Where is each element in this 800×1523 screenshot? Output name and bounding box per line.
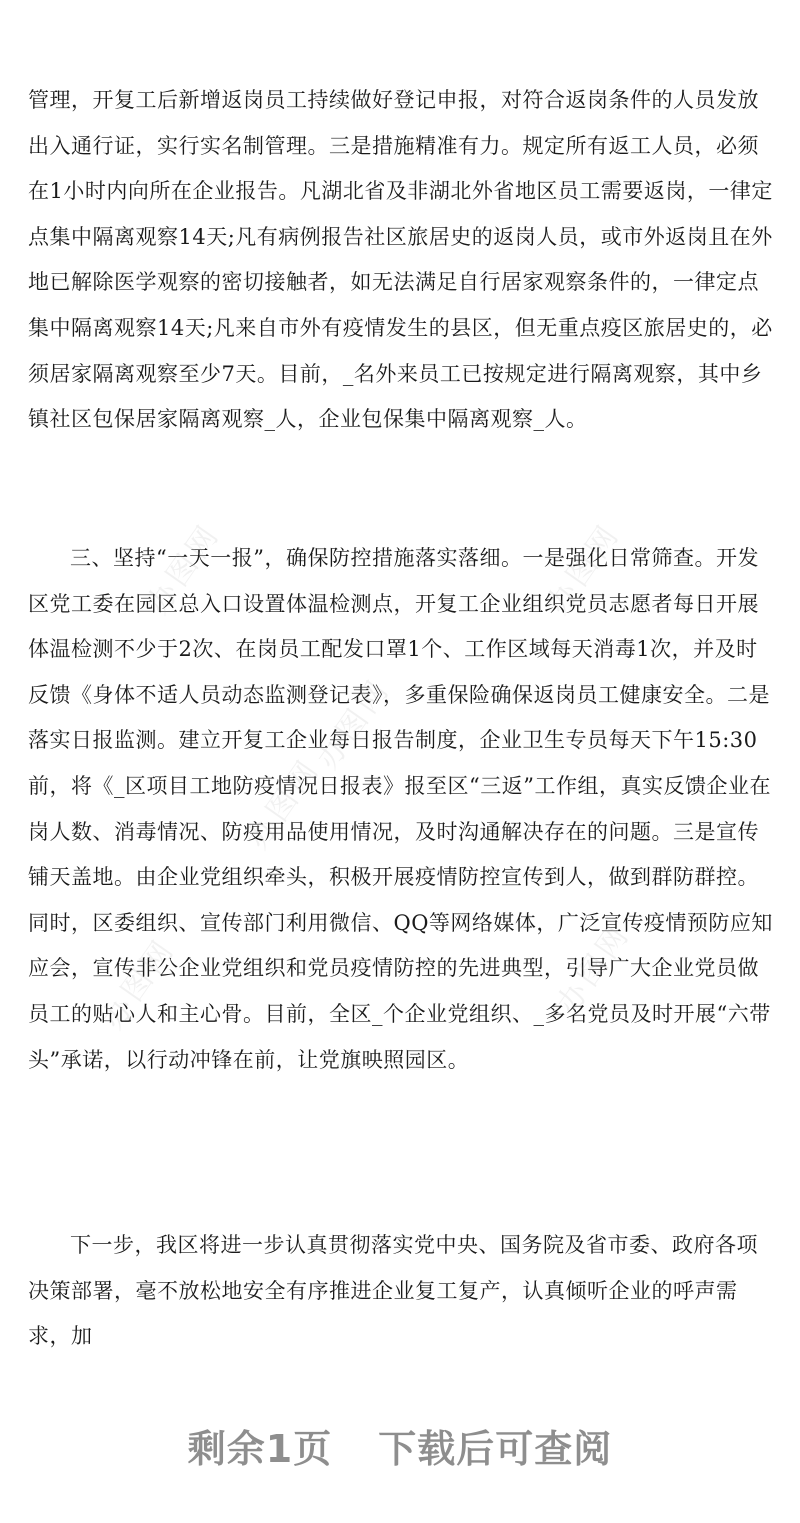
body-paragraph-2: 三、坚持“一天一报”，确保防控措施落实落细。一是强化日常筛查。开发区党工委在园区总入口设置体温检测点，开复工企业组织党员志愿者每日开展体温检测不少于2次、在岗员工配发口罩1个、工作区域每天消毒1次，并及时反馈《身体不适人员动态监测登记表》，多重保险确保返岗员工健康安全。二是落实日报监测。建立开复工企业每日报告制度，企业卫生专员每天下午15:30前，将《_区项目工地防疫情况日报表》报至区“三返”工作组，真实反馈企业在岗人数、消毒情况、防疫用品使用情况，及时沟通解决存在的问题。三是宣传铺天盖地。由企业党组织牵头，积极开展疫情防控宣传到人，做到群防群控。同时，区委组织、宣传部门利用微信、QQ等网络媒体，广泛宣传疫情预防应知应会，宣传非公企业党组织和党员疫情防控的先进典型，引导广大企业党员做员工的贴心人和主心骨。目前，全区_个企业党组织、_多名党员及时开展“六带头”承诺，以行动冲锋在前，让党旗映照园区。	[28, 546, 773, 1072]
body-paragraph-3: 下一步，我区将进一步认真贯彻落实党中央、国务院及省市委、政府各项决策部署，毫不放松地安全有序推进企业复工复产，认真倾听企业的呼声需求，加	[28, 1233, 758, 1349]
download-prompt-label: 下载后可查阅	[378, 1427, 613, 1471]
remaining-pages-label: 剩余1页	[187, 1427, 333, 1471]
watermark: 办图网	[95, 932, 183, 1036]
download-banner[interactable]	[0, 1418, 800, 1473]
watermark: 办图网	[140, 517, 228, 621]
watermark: 办图网	[540, 517, 628, 621]
watermark: 办图网	[550, 917, 638, 1021]
watermark: 办图网	[310, 672, 398, 776]
watermark: 办图网	[240, 752, 328, 856]
body-paragraph-1: 管理，开复工后新增返岗员工持续做好登记申报，对符合返岗条件的人员发放出入通行证，实行实名制管理。三是措施精准有力。规定所有返工人员，必须在1小时内向所在企业报告。凡湖北省及非湖北外省地区员工需要返岗，一律定点集中隔离观察14天;凡有病例报告社区旅居史的返岗人员，或市外返岗且在外地已解除医学观察的密切接触者，如无法满足自行居家观察条件的，一律定点集中隔离观察14天;凡来自市外有疫情发生的县区，但无重点疫区旅居史的，必须居家隔离观察至少7天。目前，_名外来员工已按规定进行隔离观察，其中乡镇社区包保居家隔离观察_人，企业包保集中隔离观察_人。	[28, 88, 773, 432]
